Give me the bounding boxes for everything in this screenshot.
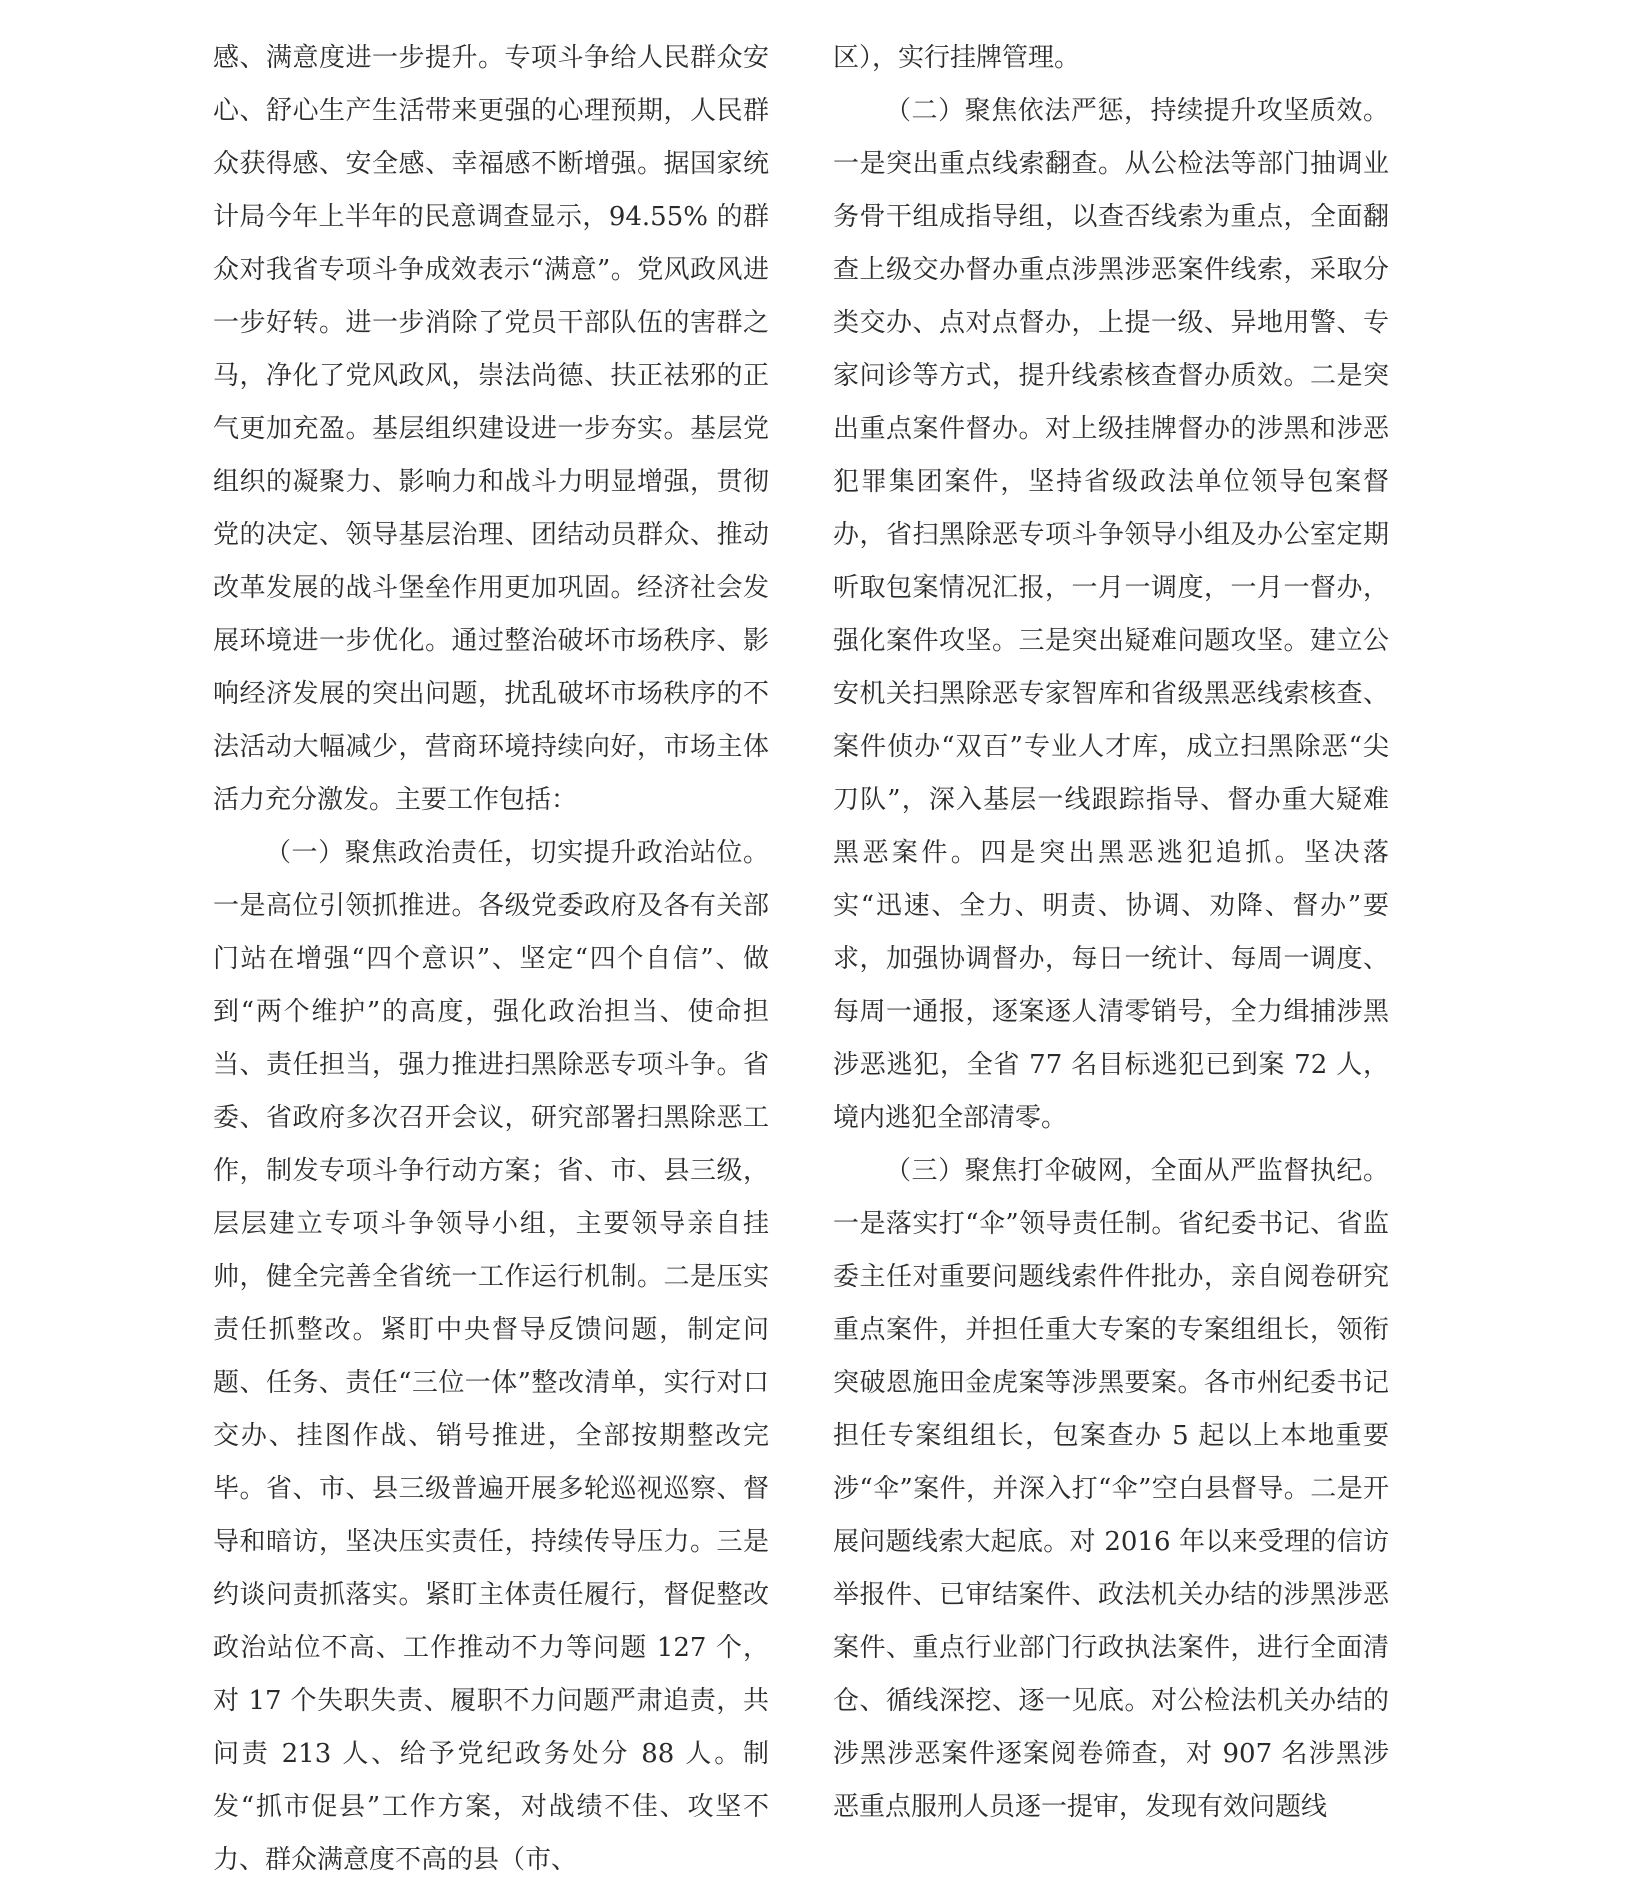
left-text-column — [213, 32, 769, 1887]
paragraph: （一）聚焦政治责任，切实提升政治站位。一是高位引领抓推进。各级党委政府及各有关部门站在增强“四个意识”、坚定“四个自信”、做到“两个维护”的高度，强化政治担当、使命担当、责任担当，强力推进扫黑除恶专项斗争。省委、省政府多次召开会议，研究部署扫黑除恶工作，制发专项斗争行动方案；省、市、县三级，层层建立专项斗争领导小组，主要领导亲自挂帅，健全完善全省统一工作运行机制。二是压实责任抓整改。紧盯中央督导反馈问题，制定问题、任务、责任“三位一体”整改清单，实行对口交办、挂图作战、销号推进，全部按期整改完毕。省、市、县三级普遍开展多轮巡视巡察、督导和暗访，坚决压实责任，持续传导压力。三是约谈问责抓落实。紧盯主体责任履行，督促整改政治站位不高、工作推动不力等问题 127 个，对 17 个失职失责、履职不力问题严肃追责，共问责 213 人、给予党纪政务处分 88 人。制发“抓市促县”工作方案，对战绩不佳、攻坚不力、群众满意度不高的县（市、 — [213, 838, 769, 1875]
paragraph: （二）聚焦依法严惩，持续提升攻坚质效。一是突出重点线索翻查。从公检法等部门抽调业务骨干组成指导组，以查否线索为重点，全面翻查上级交办督办重点涉黑涉恶案件线索，采取分类交办、点对点督办，上提一级、异地用警、专家问诊等方式，提升线索核查督办质效。二是突出重点案件督办。对上级挂牌督办的涉黑和涉恶犯罪集团案件，坚持省级政法单位领导包案督办，省扫黑除恶专项斗争领导小组及办公室定期听取包案情况汇报，一月一调度，一月一督办，强化案件攻坚。三是突出疑难问题攻坚。建立公安机关扫黑除恶专家智库和省级黑恶线索核查、案件侦办“双百”专业人才库，成立扫黑除恶“尖刀队”，深入基层一线跟踪指导、督办重大疑难黑恶案件。四是突出黑恶逃犯追抓。坚决落实“迅速、全力、明责、协调、劝降、督办”要求，加强协调督办，每日一统计、每周一调度、每周一通报，逐案逐人清零销号，全力缉捕涉黑涉恶逃犯，全省 77 名目标逃犯已到案 72 人，境内逃犯全部清零。 — [833, 96, 1389, 1133]
paragraph: 区），实行挂牌管理。 — [833, 43, 1081, 73]
right-text-column — [833, 32, 1389, 1834]
paragraph: （三）聚焦打伞破网，全面从严监督执纪。一是落实打“伞”领导责任制。省纪委书记、省监委主任对重要问题线索件件批办，亲自阅卷研究重点案件，并担任重大专案的专案组组长，领衔突破恩施田金虎案等涉黑要案。各市州纪委书记担任专案组组长，包案查办 5 起以上本地重要涉“伞”案件，并深入打“伞”空白县督导。二是开展问题线索大起底。对 2016 年以来受理的信访举报件、已审结案件、政法机关办结的涉黑涉恶案件、重点行业部门行政执法案件，进行全面清仓、循线深挖、逐一见底。对公检法机关办结的涉黑涉恶案件逐案阅卷筛查，对 907 名涉黑涉恶重点服刑人员逐一提审，发现有效问题线 — [833, 1156, 1389, 1822]
paragraph: 感、满意度进一步提升。专项斗争给人民群众安心、舒心生产生活带来更强的心理预期，人民群众获得感、安全感、幸福感不断增强。据国家统计局今年上半年的民意调查显示，94.55% 的群众对我省专项斗争成效表示“满意”。党风政风进一步好转。进一步消除了党员干部队伍的害群之马，净化了党风政风，崇法尚德、扶正祛邪的正气更加充盈。基层组织建设进一步夯实。基层党组织的凝聚力、影响力和战斗力明显增强，贯彻党的决定、领导基层治理、团结动员群众、推动改革发展的战斗堡垒作用更加巩固。经济社会发展环境进一步优化。通过整治破坏市场秩序、影响经济发展的突出问题，扰乱破坏市场秩序的不法活动大幅减少，营商环境持续向好，市场主体活力充分激发。主要工作包括： — [213, 43, 769, 815]
